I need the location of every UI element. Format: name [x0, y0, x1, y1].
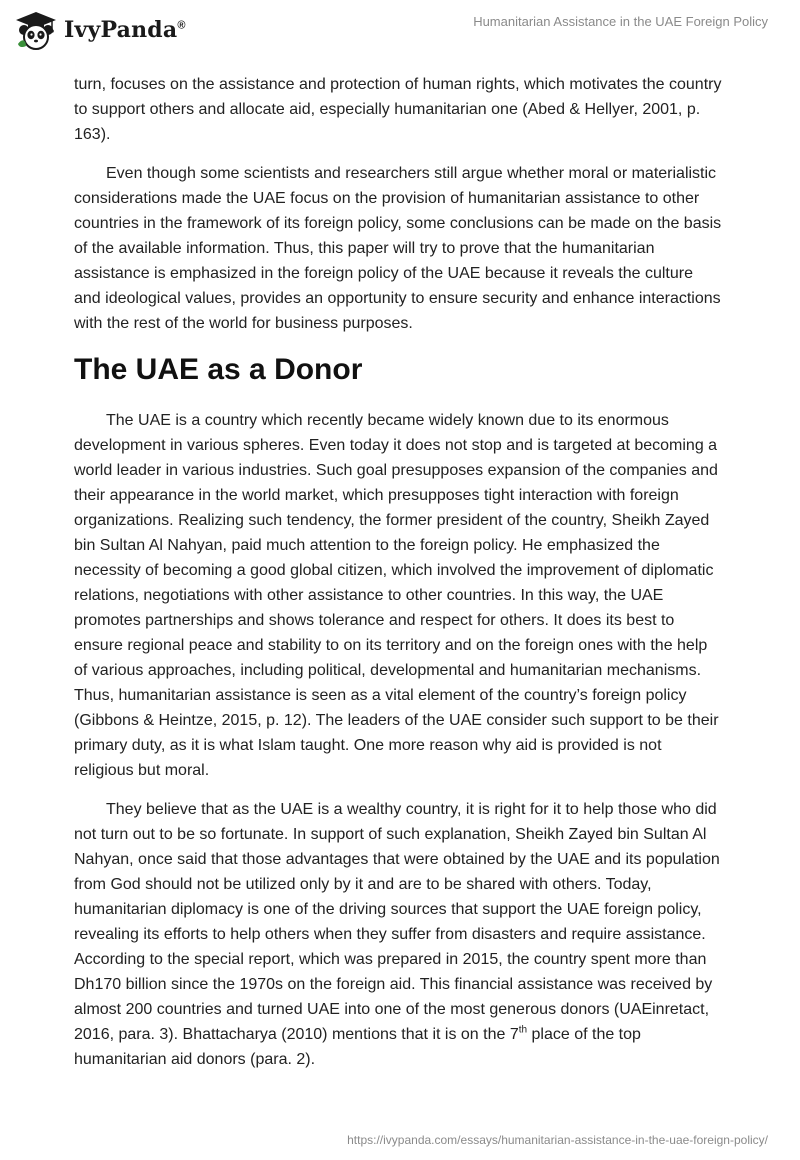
paragraph-donor-intro: The UAE is a country which recently became widely known due to its enormous development in various spheres. Even today it does not stop and is targeted at becoming a world leader in various industries. Such goal presupposes expansion of the companies and their appearance in the world market, which presupposes tight interaction with foreign organizations. Realizing such tendency, the former president of the country, Sheikh Zayed bin Sultan Al Nahyan, paid much attention to the foreign policy. He emphasized the necessity of becoming a good global citizen, which involved the improvement of diplomatic relations, negotiations with other assistance to other countries. In this way, the UAE promotes partnerships and shows tolerance and respect for others. It does its best to ensure regional peace and stability to on its territory and on the foreign ones with the help of various approaches, including political, developmental and humanitarian mechanisms. Thus, humanitarian assistance is seen as a vital element of the country’s foreign policy (Gibbons & Heintze, 2015, p. 12). The leaders of the UAE consider such support to be their primary duty, as it is what Islam taught. One more reason why aid is provided is not religious but moral. [74, 412, 719, 779]
paragraph-continuation: turn, focuses on the assistance and protection of human rights, which motivates the country to support others and allocate aid, especially humanitarian one (Abed & Hellyer, 2001, p. 163). [74, 76, 722, 143]
panda-graduate-icon [14, 10, 58, 50]
paragraph-text-end: place of the top humanitarian aid donors (para. 2). [74, 1026, 641, 1068]
ordinal-suffix: th [518, 1024, 528, 1036]
paragraph-text: They believe that as the UAE is a wealthy country, it is right for it to help those who did not turn out to be so fortunate. In support of such explanation, Sheikh Zayed bin Sultan Al Nahyan, once said that those advantages that were obtained by the UAE and its population from God should not be utilized only by it and are to be shared with others. Today, humanitarian diplomacy is one of the driving sources that support the UAE foreign policy, revealing its efforts to help others when they suffer from disasters and require assistance. According to the special report, which was prepared in 2015, the country spent more than Dh170 billion since the 1970s on the foreign aid. This financial assistance was received by almost 200 countries and turned UAE into one of the most generous donors (UAEinretact, 2016, para. 3). Bhattacharya (2010) mentions that it is on the 7 [74, 801, 720, 1043]
page-header [0, 0, 800, 60]
paragraph-thesis: Even though some scientists and researchers still argue whether moral or materialistic considerations made the UAE focus on the provision of humanitarian assistance to other countries in the framework of its foreign policy, some conclusions can be made on the basis of the available information. Thus, this paper will try to prove that the humanitarian assistance is emphasized in the foreign policy of the UAE because it reveals the culture and ideological values, provides an opportunity to ensure security and enhance interactions with the rest of the world for business purposes. [74, 165, 722, 332]
document-title: Humanitarian Assistance in the UAE Foreign Policy [473, 14, 768, 29]
paragraph-donor-aid [74, 797, 722, 1072]
logo-wordmark: IvyPanda® [64, 17, 186, 43]
essay-body [74, 72, 722, 1086]
ivypanda-logo[interactable] [14, 10, 186, 50]
source-url[interactable]: https://ivypanda.com/essays/humanitarian-assistance-in-the-uae-foreign-policy/ [347, 1133, 768, 1147]
section-heading: The UAE as a Donor [74, 353, 363, 386]
